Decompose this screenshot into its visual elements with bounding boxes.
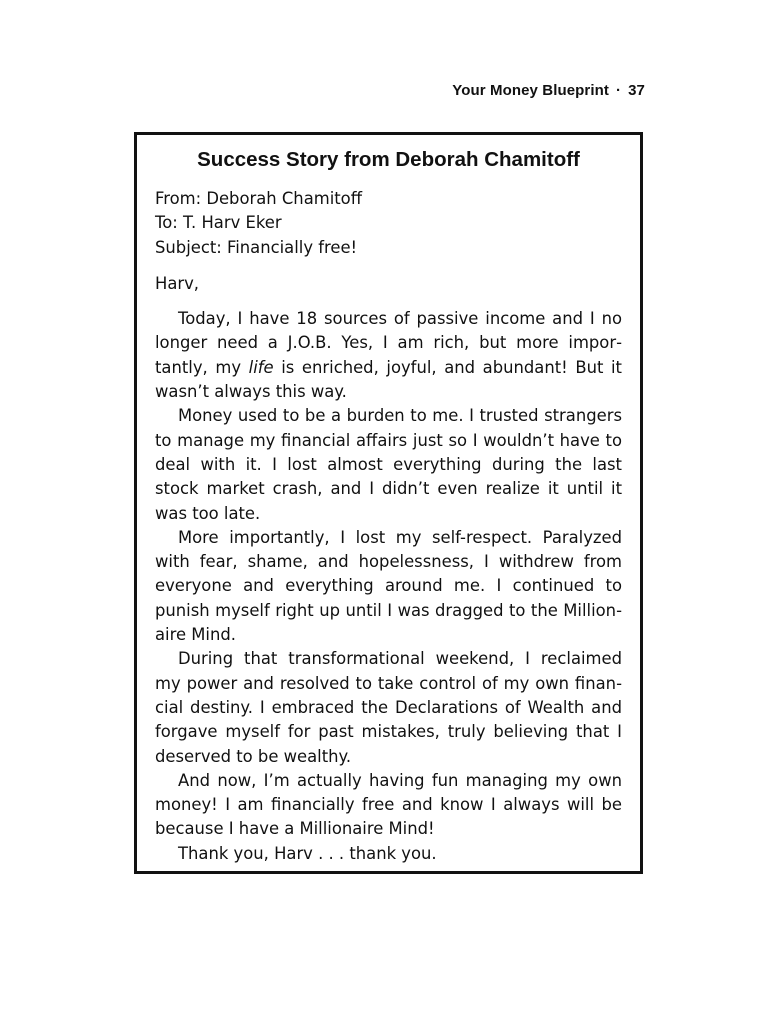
to-line: To: T. Harv Eker <box>155 213 282 233</box>
paragraph-1 <box>155 307 622 404</box>
email-header <box>155 187 622 260</box>
paragraph-2: Money used to be a burden to me. I trusted strangers to manage my financial affairs just so I wouldn’t have to deal with it. I lost almost everything during the last stock market crash, and I didn’t even realize it until it was too late. <box>155 406 622 523</box>
running-head <box>452 82 645 99</box>
paragraph-4: During that transformational weekend, I reclaimed my power and resolved to take control of my own financial destiny. I embraced the Declarations of Wealth and forgave myself for past mistakes, truly believing that I deserved to be wealthy. <box>155 649 622 766</box>
book-title: Your Money Blueprint <box>452 82 609 99</box>
paragraph-1-part-2: is enriched, joyful, and abundant! But it wasn’t always this way. <box>155 357 622 402</box>
success-story-box <box>134 132 643 874</box>
paragraph-1-emphasis: life <box>248 357 274 377</box>
story-title: Success Story from Deborah Chamitoff <box>197 148 580 171</box>
paragraph-3: More importantly, I lost my self-respect. Paralyzed with fear, shame, and hopelessness, I withdrew from everyone and everything around me. I continued to punish myself right up until I was dragged to the Millionaire Mind. <box>155 527 622 645</box>
paragraph-1-part-1: Today, I have 18 sources of passive income and I no longer need a J.O.B. Yes, I am rich, but more importantly, my <box>155 309 622 377</box>
from-line: From: Deborah Chamitoff <box>155 189 363 208</box>
story-content <box>155 147 622 866</box>
page-number: 37 <box>628 82 645 99</box>
paragraph-6: Thank you, Harv . . . thank you. <box>178 843 437 863</box>
salutation: Harv, <box>155 273 200 293</box>
header-separator: · <box>616 82 622 99</box>
paragraph-5: And now, I’m actually having fun managing my own money! I am financially free and know I always will be because I have a Millionaire Mind! <box>155 770 622 839</box>
subject-line: Subject: Financially free! <box>155 237 358 257</box>
